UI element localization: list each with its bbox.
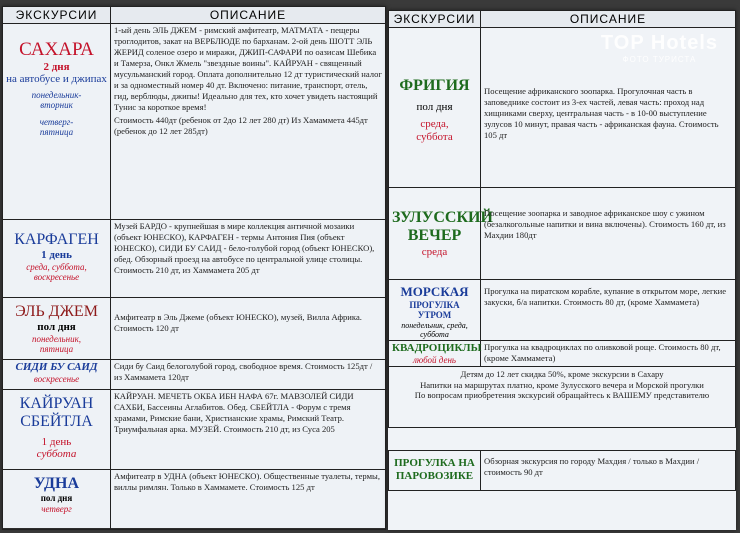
excursion-day: понедельник- [31, 90, 82, 101]
excursion-day: четверг [41, 503, 72, 514]
excursion-day: воскресенье [33, 272, 80, 283]
excursion-day: среда, [420, 118, 449, 131]
excursion-day: суббота [36, 448, 77, 461]
excursion-name: САХАРА [19, 39, 94, 60]
price-text: Стоимость 440дт (ребенок от 2до 12 лет 280 дт) Из Хамаммета 445дт (ребенок до 12 лет 285дт) [114, 115, 368, 136]
excursion-transport: на автобусе и джипах [6, 73, 107, 86]
table-row [389, 451, 736, 491]
note-line: Детям до 12 лет скидка 50%, кроме экскурсии в Сахару [460, 369, 664, 379]
header-excursions: ЭКСКУРСИИ [389, 11, 481, 28]
excursion-name: ЗУЛУССКИЙ ВЕЧЕР [392, 209, 493, 245]
left-page [2, 6, 386, 528]
header-description: ОПИСАНИЕ [481, 11, 736, 28]
excursion-day: суббота [420, 329, 449, 339]
excursion-name-cell [3, 298, 111, 360]
excursion-description: Посещение африканского зоопарка. Прогулочная часть в заповеднике состоит из 3-ех частей, левая часть: проход над хищниками сверху, центральная часть - в 10-00 выступление зулусов 10 минут, правая часть - африканская фауна. Стоимость 105 дт [481, 28, 736, 188]
tophotels-watermark [601, 32, 718, 64]
excursion-name-cell [3, 470, 111, 530]
excursion-duration: пол дня [416, 101, 453, 114]
excursion-description: Прогулка на квадроциклах по оливковой роще. Стоимость 80 дт, (кроме Хаммамета) [481, 341, 736, 367]
excursion-name: СИДИ БУ САИД [15, 361, 98, 373]
table-row [389, 280, 736, 341]
excursion-name-cell [3, 360, 111, 390]
note-line: По вопросам приобретения экскурсий обращайтесь к ВАШЕМУ представителю [414, 390, 710, 401]
note-line: Напитки на маршрутах платно, кроме Зулусского вечера и Морской прогулки [420, 379, 704, 390]
excursion-name-cell [3, 220, 111, 298]
excursion-day: пятница [39, 127, 74, 138]
excursion-name: МОРСКАЯ [400, 284, 469, 299]
excursion-name-cell [389, 280, 481, 341]
excursion-description: Музей БАРДО - крупнейшая в мире коллекция античной мозаики (объект ЮНЕСКО), КАРФАГЕН - термы Антония Пия (объект ЮНЕСКО), СИДИ БУ САИД - бело-голубой город (объект ЮНЕСКО), обед. Обзорный проезд на автобусе по центральной улице столицы. Стоимость 210 дт, из Хаммамета 205 дт [111, 220, 386, 298]
excursion-day: понедельник, [31, 334, 82, 345]
excursion-duration: пол дня [37, 321, 76, 334]
excursion-description: Посещение зоопарка и заводное африканское шоу с ужином (безалкогольные напитки и вина включены). Стоимость 160 дт, из Махдии 180дт [481, 188, 736, 280]
excursion-name-cell [389, 451, 481, 491]
excursion-duration: пол дня [40, 493, 73, 504]
watermark-subtitle: ФОТО ТУРИСТА [622, 55, 697, 64]
right-excursions-table [388, 10, 736, 428]
excursion-description: Сиди бу Саид белоголубой город, свободное время. Стоимость 125дт / из Хаммамета 120дт [111, 360, 386, 390]
excursion-description: Амфитеатр в Эль Джеме (объект ЮНЕСКО), музей, Вилла Африка. Стоимость 120 дт [111, 298, 386, 360]
table-row [3, 220, 386, 298]
excursion-day: вторник [40, 100, 73, 111]
excursion-description: КАЙРУАН. МЕЧЕТЬ ОКБА ИБН НАФА 67г. МАВЗОЛЕЙ СИДИ САХБИ, Бассеины Аглабитов. Обед. СБЕЙТЛА - Форум с тремя храмами, Римские бани, Христианские храмы, Римский Театр. Триумфальная арка. МУЗЕЙ. Стоимость 210 дт, из Суса 205 [111, 390, 386, 470]
excursion-name-cell [389, 341, 481, 367]
table-row [3, 470, 386, 530]
table-row [3, 298, 386, 360]
excursion-duration: 2 дня [43, 60, 70, 73]
excursion-name-cell [389, 188, 493, 280]
header-excursions: ЭКСКУРСИИ [3, 7, 111, 24]
table-row [389, 188, 736, 280]
notes-row [389, 367, 736, 428]
watermark-title: TOP Hotels [600, 32, 718, 54]
excursion-name: ЭЛЬ ДЖЕМ [15, 303, 98, 320]
excursion-duration: 1 день [41, 249, 72, 262]
excursion-duration: 1 день [41, 435, 72, 448]
table-row [3, 390, 386, 470]
excursion-day: четверг- [39, 116, 74, 127]
steam-train-table [388, 450, 736, 491]
excursion-day: пятница [39, 344, 74, 355]
excursion-name-cell [3, 390, 111, 470]
excursion-name: КВАДРОЦИКЛЫ [392, 342, 482, 354]
excursion-name-cell [3, 24, 111, 220]
excursion-day: воскресенье [33, 373, 80, 384]
excursion-day: понедельник, среда, [401, 320, 468, 330]
excursion-description [111, 24, 386, 220]
table-row [389, 341, 736, 367]
excursion-description: Обзорная экскурсия по городу Махдия / только в Махдии / стоимость 90 дт [481, 451, 736, 491]
excursion-day: любой день [412, 354, 457, 365]
right-page [388, 10, 736, 530]
excursion-subtitle: ПРОГУЛКА УТРОМ [409, 299, 460, 321]
excursion-day: среда [421, 245, 448, 258]
header-description: ОПИСАНИЕ [111, 7, 386, 24]
excursion-description: Амфитеатр в УДНА (объект ЮНЕСКО). Общественные туалеты, термы, виллы римлян. Только в Хаммамете. Стоимость 125 дт [111, 470, 386, 530]
excursion-name: УДНА [33, 475, 80, 492]
excursion-description: Прогулка на пиратском корабле, купание в открытом море, легкие закуски, б/а напитки. Стоимость 80 дт, (кроме Хаммамета) [481, 280, 736, 341]
description-text: 1-ый день ЭЛЬ ДЖЕМ - римский амфитеатр, МАТМАТА - пещеры троглодитов, закат на ВЕРБЛЮДЕ по барханам. 2-ой день ШОТТ ЭЛЬ ЖЕРИД соленое озеро и миражи, ДЖИП-САФАРИ по оазисам Шебика и Тамерза, Онкл Жмель "звездные воины". КАЙРУАН - священный мусульманский город. Оплата дополнительно 12 дт туристический налог и за одноместный номер 40 дт. Включено: питание, транспорт, отель, гид, верблюды, джипы! Идеально для тех, кто хочет увидеть настоящий Тунис за короткое время! [114, 25, 382, 112]
excursion-name-cell [389, 28, 481, 188]
excursion-day: среда, суббота, [26, 262, 87, 273]
excursion-name: ПРОГУЛКА НА ПАРОВОЗИКЕ [394, 457, 475, 482]
table-row [3, 24, 386, 220]
excursion-name: КАРФАГЕН [14, 231, 99, 248]
excursion-name: КАЙРУАН СБЕЙТЛА [19, 395, 94, 431]
excursion-name: ФРИГИЯ [399, 77, 470, 94]
excursion-day: суббота [416, 130, 453, 143]
table-row [3, 360, 386, 390]
left-excursions-table [2, 6, 386, 530]
